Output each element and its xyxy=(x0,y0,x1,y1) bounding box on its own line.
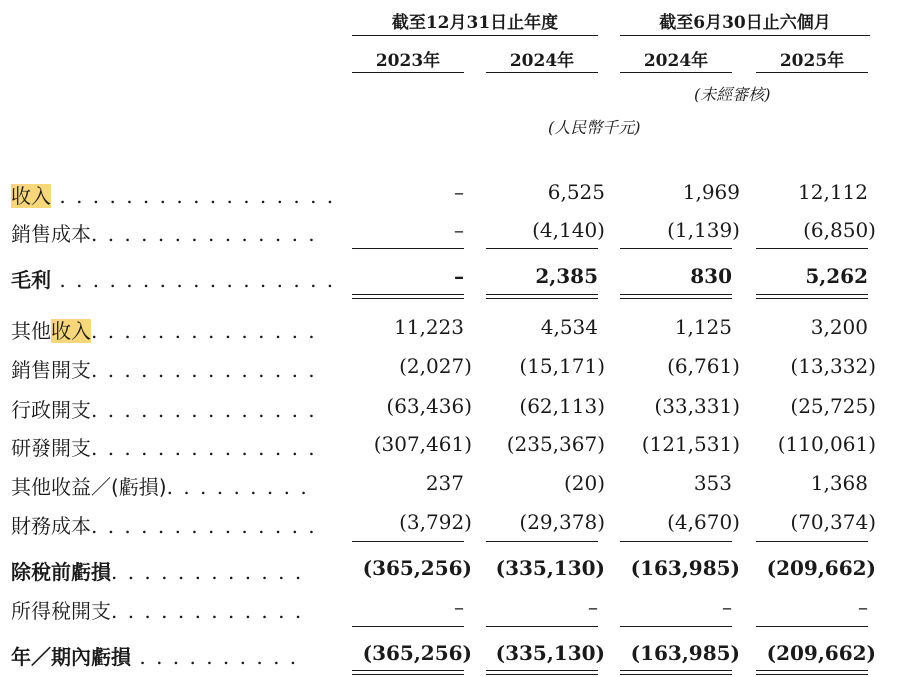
cell-value: (6,761) xyxy=(667,354,740,378)
row-label: 其他收益／(虧損). . . . . . . . . xyxy=(11,475,309,499)
cell-value: (110,061) xyxy=(777,432,876,456)
cell-value: (6,850) xyxy=(803,218,876,242)
cell-value: 6,525 xyxy=(547,180,605,204)
row-label: 收入 . . . . . . . . . . . . . . . . . xyxy=(11,184,336,208)
cell-value: (365,256) xyxy=(362,641,472,665)
cell-value: (307,461) xyxy=(373,432,472,456)
cell-value: (235,367) xyxy=(506,432,605,456)
subtotal-rule xyxy=(352,248,464,249)
header-group-rule xyxy=(352,35,598,36)
total-rule xyxy=(756,294,868,295)
cell-value: (33,331) xyxy=(654,394,740,418)
subtotal-rule xyxy=(486,541,598,542)
subtotal-rule xyxy=(352,626,464,627)
cell-value: 12,112 xyxy=(798,180,868,204)
row-label: 除稅前虧損. . . . . . . . . . . . xyxy=(11,560,304,584)
row-label: 行政開支. . . . . . . . . . . . . . xyxy=(11,398,317,422)
total-rule xyxy=(352,298,464,299)
cell-value: 3,200 xyxy=(810,315,868,339)
cell-value: – xyxy=(722,595,732,619)
subtotal-rule xyxy=(620,248,732,249)
total-rule xyxy=(620,298,732,299)
unaudited-note: (未經審核) xyxy=(694,85,771,104)
cell-value: (2,027) xyxy=(399,354,472,378)
cell-value: (63,436) xyxy=(386,394,472,418)
cell-value: (209,662) xyxy=(766,556,876,580)
cell-value: 11,223 xyxy=(394,315,464,339)
subtotal-rule xyxy=(486,248,598,249)
subtotal-rule xyxy=(620,541,732,542)
subtotal-rule xyxy=(756,541,868,542)
column-header: 2023年 xyxy=(375,51,441,71)
total-rule xyxy=(486,674,598,675)
cell-value: 1,368 xyxy=(810,471,868,495)
total-rule xyxy=(620,294,732,295)
column-header: 2024年 xyxy=(643,51,709,71)
cell-value: (209,662) xyxy=(766,641,876,665)
cell-value: (70,374) xyxy=(790,510,876,534)
cell-value: (25,725) xyxy=(790,394,876,418)
total-rule xyxy=(620,674,732,675)
cell-value: 830 xyxy=(690,264,732,288)
header-group-rule xyxy=(620,35,870,36)
cell-value: 237 xyxy=(425,471,464,495)
row-label: 銷售開支. . . . . . . . . . . . . . xyxy=(11,358,317,382)
cell-value: (3,792) xyxy=(399,510,472,534)
cell-value: 1,125 xyxy=(674,315,732,339)
cell-value: 1,969 xyxy=(682,180,740,204)
subtotal-rule xyxy=(620,626,732,627)
row-label: 所得稅開支. . . . . . . . . . . . xyxy=(11,599,304,623)
cell-value: (4,670) xyxy=(667,510,740,534)
cell-value: 2,385 xyxy=(535,264,598,288)
cell-value: – xyxy=(454,595,464,619)
cell-value: (20) xyxy=(563,471,605,495)
row-label: 毛利 . . . . . . . . . . . . . . . . . xyxy=(11,268,336,292)
cell-value: (62,113) xyxy=(519,394,605,418)
cell-value: 5,262 xyxy=(805,264,868,288)
cell-value: (163,985) xyxy=(630,641,740,665)
cell-value: (15,171) xyxy=(519,354,605,378)
column-rule xyxy=(756,72,868,73)
header-group-year: 截至12月31日止年度 xyxy=(391,13,559,33)
total-rule xyxy=(620,670,732,671)
cell-value: (13,332) xyxy=(790,354,876,378)
cell-value: (4,140) xyxy=(532,218,605,242)
total-rule xyxy=(756,674,868,675)
cell-value: (335,130) xyxy=(495,556,605,580)
subtotal-rule xyxy=(756,248,868,249)
cell-value: (365,256) xyxy=(362,556,472,580)
cell-value: (121,531) xyxy=(641,432,740,456)
cell-value: – xyxy=(454,264,464,288)
total-rule xyxy=(756,670,868,671)
row-label: 年／期內虧損 . . . . . . . . . . xyxy=(11,645,299,669)
cell-value: – xyxy=(454,180,464,204)
row-label: 其他收入. . . . . . . . . . . . . . xyxy=(11,319,317,343)
cell-value: – xyxy=(454,218,464,242)
header-group-six-month: 截至6月30日止六個月 xyxy=(659,13,831,33)
cell-value: – xyxy=(588,595,598,619)
cell-value: – xyxy=(858,595,868,619)
column-rule xyxy=(620,72,732,73)
cell-value: 4,534 xyxy=(540,315,598,339)
total-rule xyxy=(486,298,598,299)
total-rule xyxy=(352,670,464,671)
column-header: 2025年 xyxy=(779,51,845,71)
cell-value: (29,378) xyxy=(519,510,605,534)
total-rule xyxy=(756,298,868,299)
total-rule xyxy=(352,294,464,295)
total-rule xyxy=(486,294,598,295)
row-label: 銷售成本. . . . . . . . . . . . . . xyxy=(11,222,317,246)
currency-note: (人民幣千元) xyxy=(548,118,641,137)
total-rule xyxy=(486,670,598,671)
cell-value: (1,139) xyxy=(667,218,740,242)
column-rule xyxy=(486,72,598,73)
subtotal-rule xyxy=(486,626,598,627)
column-header: 2024年 xyxy=(509,51,575,71)
row-label: 財務成本. . . . . . . . . . . . . . xyxy=(11,514,317,538)
row-label: 研發開支. . . . . . . . . . . . . . xyxy=(11,436,317,460)
subtotal-rule xyxy=(756,626,868,627)
cell-value: (335,130) xyxy=(495,641,605,665)
cell-value: 353 xyxy=(693,471,732,495)
subtotal-rule xyxy=(352,541,464,542)
cell-value: (163,985) xyxy=(630,556,740,580)
total-rule xyxy=(352,674,464,675)
column-rule xyxy=(352,72,464,73)
